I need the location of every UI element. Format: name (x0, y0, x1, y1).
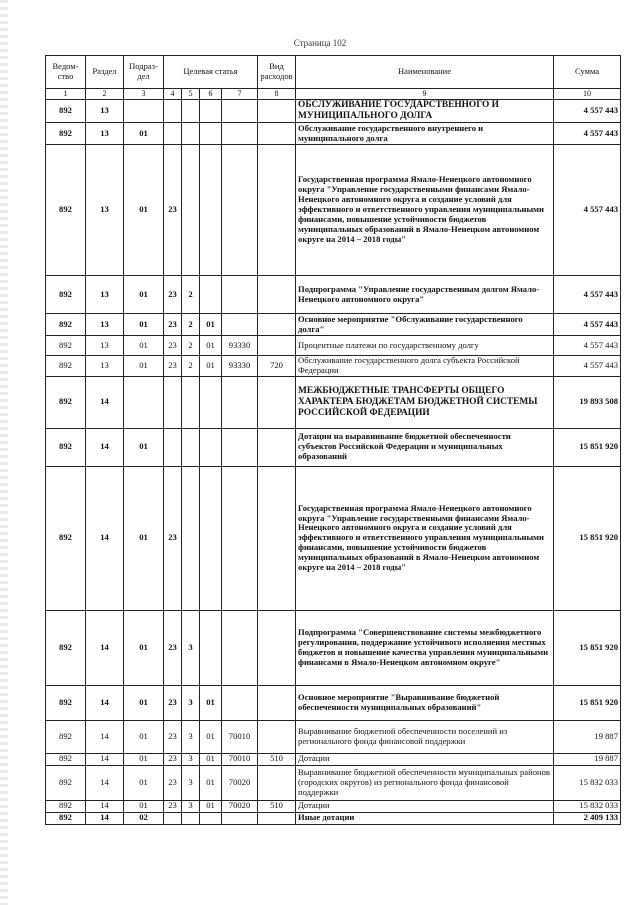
table-row (46, 685, 621, 720)
cell-name: Подпрограмма "Управление государственным долгом Ямало-Ненецкого автономного округа" (296, 276, 554, 314)
cell-vid (258, 720, 296, 753)
cell-target-4: 93330 (222, 356, 258, 377)
cell-ved: 892 (46, 276, 86, 314)
cell-target-4 (222, 610, 258, 685)
page-title: Страница 102 (293, 38, 347, 48)
cell-target-1: 23 (164, 610, 182, 685)
cell-name: Дотации (296, 800, 554, 812)
cell-name: Подпрограмма "Совершенствование системы межбюджетного регулирования, поддержание устойчивого исполнения местных бюджетов и повышение качества управления муниципальными финансами в Ямало-Ненецком автономном округе" (296, 610, 554, 685)
cell-target-1: 23 (164, 765, 182, 800)
cell-target-4: 70020 (222, 765, 258, 800)
col-number: 1 (46, 89, 86, 100)
cell-target-2: 3 (182, 685, 200, 720)
cell-vid (258, 123, 296, 145)
cell-target-3: 01 (200, 336, 222, 356)
cell-podrazdel: 01 (124, 610, 164, 685)
cell-sum: 4 557 443 (554, 356, 621, 377)
cell-target-1: 23 (164, 276, 182, 314)
cell-sum: 15 851 920 (554, 466, 621, 610)
table-row (46, 428, 621, 466)
cell-target-1: 23 (164, 800, 182, 812)
cell-vid (258, 376, 296, 428)
cell-target-3 (200, 376, 222, 428)
cell-podrazdel: 01 (124, 428, 164, 466)
cell-vid (258, 610, 296, 685)
header-summa: Сумма (554, 56, 621, 89)
cell-target-2: 2 (182, 336, 200, 356)
cell-target-2 (182, 428, 200, 466)
cell-target-1: 23 (164, 145, 182, 276)
cell-razdel: 14 (86, 610, 124, 685)
cell-podrazdel: 01 (124, 145, 164, 276)
scan-edge (0, 0, 8, 905)
cell-target-4 (222, 466, 258, 610)
cell-ved: 892 (46, 356, 86, 377)
cell-razdel: 14 (86, 466, 124, 610)
cell-target-1: 23 (164, 720, 182, 753)
cell-target-1 (164, 376, 182, 428)
cell-name: Обслуживание государственного внутреннего и муниципального долга (296, 123, 554, 145)
cell-ved: 892 (46, 336, 86, 356)
cell-vid (258, 100, 296, 123)
cell-podrazdel: 01 (124, 276, 164, 314)
cell-ved: 892 (46, 466, 86, 610)
col-number: 10 (554, 89, 621, 100)
cell-target-2: 2 (182, 276, 200, 314)
cell-ved: 892 (46, 145, 86, 276)
cell-sum: 2 409 133 (554, 812, 621, 824)
cell-target-2: 2 (182, 314, 200, 336)
cell-razdel: 13 (86, 314, 124, 336)
cell-target-3: 01 (200, 800, 222, 812)
cell-target-2 (182, 812, 200, 824)
cell-sum: 4 557 443 (554, 276, 621, 314)
cell-target-3: 01 (200, 356, 222, 377)
cell-razdel: 13 (86, 276, 124, 314)
table-row (46, 466, 621, 610)
cell-sum: 15 832 033 (554, 800, 621, 812)
cell-target-4 (222, 314, 258, 336)
cell-razdel: 13 (86, 123, 124, 145)
cell-ved: 892 (46, 720, 86, 753)
cell-ved: 892 (46, 376, 86, 428)
table-row (46, 314, 621, 336)
cell-name: Обслуживание государственного долга субъекта Российской Федерации (296, 356, 554, 377)
cell-vid (258, 314, 296, 336)
cell-name: Дотации (296, 753, 554, 765)
table-row (46, 356, 621, 377)
cell-target-3 (200, 428, 222, 466)
cell-name: Процентные платежи по государственному долгу (296, 336, 554, 356)
cell-target-4 (222, 145, 258, 276)
cell-name: Дотации на выравнивание бюджетной обеспеченности субъектов Российской Федерации и муниципальных образований (296, 428, 554, 466)
col-number: 5 (182, 89, 200, 100)
cell-podrazdel: 01 (124, 765, 164, 800)
cell-podrazdel: 01 (124, 753, 164, 765)
cell-target-1: 23 (164, 753, 182, 765)
cell-name: Выравнивание бюджетной обеспеченности поселений из регионального фонда финансовой поддержки (296, 720, 554, 753)
cell-razdel: 14 (86, 720, 124, 753)
table-row (46, 100, 621, 123)
cell-podrazdel: 01 (124, 800, 164, 812)
cell-podrazdel: 01 (124, 356, 164, 377)
cell-podrazdel: 01 (124, 466, 164, 610)
cell-podrazdel (124, 376, 164, 428)
cell-ved: 892 (46, 100, 86, 123)
cell-target-3 (200, 610, 222, 685)
cell-target-2: 3 (182, 800, 200, 812)
cell-podrazdel: 01 (124, 123, 164, 145)
cell-podrazdel: 02 (124, 812, 164, 824)
budget-table (45, 55, 621, 825)
cell-target-4 (222, 376, 258, 428)
cell-target-1: 23 (164, 336, 182, 356)
cell-sum: 4 557 443 (554, 145, 621, 276)
col-number: 2 (86, 89, 124, 100)
cell-target-2 (182, 145, 200, 276)
cell-target-1 (164, 812, 182, 824)
cell-ved: 892 (46, 800, 86, 812)
cell-sum: 19 887 (554, 720, 621, 753)
col-number: 4 (164, 89, 182, 100)
cell-sum: 4 557 443 (554, 100, 621, 123)
table-row (46, 753, 621, 765)
cell-sum: 15 851 920 (554, 685, 621, 720)
cell-razdel: 13 (86, 100, 124, 123)
header-podrazdel: Подраз-дел (124, 56, 164, 89)
cell-target-1: 23 (164, 466, 182, 610)
cell-target-3 (200, 466, 222, 610)
cell-ved: 892 (46, 123, 86, 145)
cell-ved: 892 (46, 314, 86, 336)
cell-target-4 (222, 428, 258, 466)
cell-target-4: 70010 (222, 753, 258, 765)
cell-podrazdel (124, 100, 164, 123)
cell-sum: 15 851 920 (554, 610, 621, 685)
cell-razdel: 13 (86, 336, 124, 356)
table-row (46, 610, 621, 685)
cell-ved: 892 (46, 610, 86, 685)
table-row (46, 720, 621, 753)
cell-podrazdel: 01 (124, 314, 164, 336)
cell-name: Иные дотации (296, 812, 554, 824)
cell-vid (258, 812, 296, 824)
cell-razdel: 13 (86, 145, 124, 276)
col-number: 3 (124, 89, 164, 100)
cell-target-3 (200, 276, 222, 314)
cell-sum: 15 851 920 (554, 428, 621, 466)
cell-sum: 15 832 033 (554, 765, 621, 800)
cell-target-2 (182, 466, 200, 610)
cell-name: ОБСЛУЖИВАНИЕ ГОСУДАРСТВЕННОГО И МУНИЦИПАЛЬНОГО ДОЛГА (296, 100, 554, 123)
cell-razdel: 13 (86, 356, 124, 377)
header-razdel: Раздел (86, 56, 124, 89)
cell-sum: 4 557 443 (554, 314, 621, 336)
cell-target-1 (164, 100, 182, 123)
cell-vid (258, 145, 296, 276)
cell-target-1: 23 (164, 685, 182, 720)
cell-vid: 720 (258, 356, 296, 377)
cell-target-2 (182, 100, 200, 123)
cell-vid (258, 466, 296, 610)
cell-target-4: 70010 (222, 720, 258, 753)
table-row (46, 145, 621, 276)
cell-ved: 892 (46, 765, 86, 800)
cell-razdel: 14 (86, 812, 124, 824)
col-number: 9 (296, 89, 554, 100)
cell-target-2: 3 (182, 720, 200, 753)
cell-target-1 (164, 428, 182, 466)
cell-name: Выравнивание бюджетной обеспеченности муниципальных районов (городских округов) из регионального фонда финансовой поддержки (296, 765, 554, 800)
cell-sum: 4 557 443 (554, 336, 621, 356)
cell-target-4 (222, 812, 258, 824)
cell-target-2: 2 (182, 356, 200, 377)
cell-ved: 892 (46, 685, 86, 720)
cell-vid (258, 428, 296, 466)
cell-ved: 892 (46, 812, 86, 824)
cell-target-3 (200, 123, 222, 145)
cell-target-3: 01 (200, 314, 222, 336)
cell-target-4: 93330 (222, 336, 258, 356)
cell-name: МЕЖБЮДЖЕТНЫЕ ТРАНСФЕРТЫ ОБЩЕГО ХАРАКТЕРА БЮДЖЕТАМ БЮДЖЕТНОЙ СИСТЕМЫ РОССИЙСКОЙ ФЕДЕРАЦИИ (296, 376, 554, 428)
cell-target-1: 23 (164, 314, 182, 336)
cell-vid (258, 276, 296, 314)
header-ved: Ведом-ство (46, 56, 86, 89)
cell-vid: 510 (258, 753, 296, 765)
header-celevaya: Целевая статья (164, 56, 258, 89)
cell-razdel: 14 (86, 685, 124, 720)
col-number: 7 (222, 89, 258, 100)
cell-target-2: 3 (182, 753, 200, 765)
cell-ved: 892 (46, 428, 86, 466)
cell-target-2 (182, 123, 200, 145)
cell-razdel: 14 (86, 765, 124, 800)
cell-target-1: 23 (164, 356, 182, 377)
cell-sum: 4 557 443 (554, 123, 621, 145)
cell-vid: 510 (258, 800, 296, 812)
col-number: 8 (258, 89, 296, 100)
cell-podrazdel: 01 (124, 336, 164, 356)
cell-target-3 (200, 145, 222, 276)
cell-target-3: 01 (200, 753, 222, 765)
cell-target-3: 01 (200, 685, 222, 720)
cell-vid (258, 765, 296, 800)
cell-target-3: 01 (200, 720, 222, 753)
cell-vid (258, 685, 296, 720)
cell-name: Государственная программа Ямало-Ненецкого автономного округа "Управление государственными финансами Ямало-Ненецкого автономного округа и создание условий для эффективного и ответственного управления муниципальными финансами, повышение устойчивости бюджетов муниципальных образований в Ямало-Ненецком автономном округе на 2014 – 2018 годы" (296, 466, 554, 610)
col-number: 6 (200, 89, 222, 100)
header-naim: Наименование (296, 56, 554, 89)
table-row (46, 276, 621, 314)
table-row (46, 800, 621, 812)
table-row (46, 336, 621, 356)
cell-target-4 (222, 276, 258, 314)
cell-razdel: 14 (86, 800, 124, 812)
cell-sum: 19 887 (554, 753, 621, 765)
cell-target-3 (200, 812, 222, 824)
cell-name: Государственная программа Ямало-Ненецкого автономного округа "Управление государственными финансами Ямало-Ненецкого автономного округа и создание условий для эффективного и ответственного управления муниципальными финансами, повышение устойчивости бюджетов муниципальных образований в Ямало-Ненецком автономном округе на 2014 – 2018 годы" (296, 145, 554, 276)
cell-sum: 19 893 508 (554, 376, 621, 428)
cell-target-2 (182, 376, 200, 428)
table-row (46, 376, 621, 428)
table-row (46, 765, 621, 800)
cell-target-2: 3 (182, 765, 200, 800)
cell-razdel: 14 (86, 428, 124, 466)
cell-target-4 (222, 685, 258, 720)
cell-ved: 892 (46, 753, 86, 765)
cell-name: Основное мероприятие "Обслуживание государственного долга" (296, 314, 554, 336)
cell-vid (258, 336, 296, 356)
cell-razdel: 14 (86, 376, 124, 428)
cell-target-1 (164, 123, 182, 145)
cell-name: Основное мероприятие "Выравнивание бюджетной обеспеченности муниципальных образований" (296, 685, 554, 720)
cell-target-2: 3 (182, 610, 200, 685)
table-row (46, 812, 621, 824)
table-row (46, 123, 621, 145)
cell-target-3 (200, 100, 222, 123)
cell-podrazdel: 01 (124, 685, 164, 720)
cell-target-3: 01 (200, 765, 222, 800)
cell-target-4 (222, 100, 258, 123)
header-vid: Вид расходов (258, 56, 296, 89)
cell-target-4 (222, 123, 258, 145)
cell-razdel: 14 (86, 753, 124, 765)
cell-podrazdel: 01 (124, 720, 164, 753)
cell-target-4: 70020 (222, 800, 258, 812)
